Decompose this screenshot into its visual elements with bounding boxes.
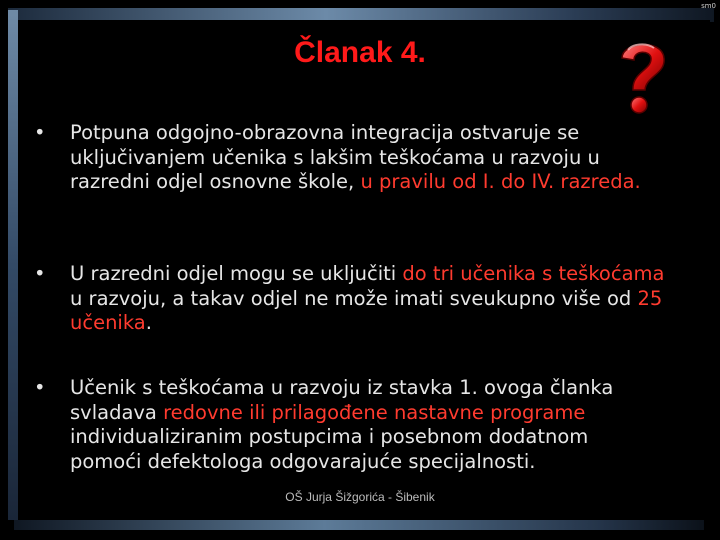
bullet-text-run: Učenik s teškoćama u razvoju iz stavka 1. ovoga članka svladava (70, 376, 614, 424)
bullet-text-run: U razredni odjel mogu se uključiti (70, 262, 403, 285)
bullet-highlight-run: 25 učenika (70, 286, 663, 334)
slide-title: Članak 4. (294, 36, 426, 69)
bullet-text-run: . (145, 311, 152, 334)
bullet-text (70, 121, 665, 195)
bullet-text (70, 262, 665, 336)
bullet-text (70, 376, 665, 474)
bullet-highlight-run: redovne ili prilagođene nastavne programe (163, 400, 586, 424)
bullet-text-run: u razvoju, a takav odjel ne može imati sveukupno više od (70, 286, 638, 310)
footer-school-name: OŠ Jurja Šižgorića - Šibenik (285, 490, 435, 504)
left-frame-bar (8, 10, 18, 520)
bullet-dot: • (34, 376, 46, 399)
bottom-frame-bar (14, 520, 704, 530)
bullet-highlight-run: do tri učenika s teškoćama (402, 262, 665, 285)
bullet-highlight-run: u pravilu od I. do IV. razreda. (360, 170, 641, 193)
bullet-text-run: Potpuna odgojno-obrazovna integracija ostvaruje se uključivanjem učenika s lakšim teškoćama u razvoju u razredni odjel osnovne škole, (70, 121, 600, 193)
bullet-text-run: individualiziranim postupcima i posebnom dodatnom pomoći defektologa odgovarajuće specijalnosti. (70, 425, 589, 473)
question-mark-icon (612, 36, 672, 118)
corner-code: sm0 (701, 2, 716, 10)
bullet-dot: • (34, 262, 46, 285)
bullet-dot: • (34, 121, 46, 144)
